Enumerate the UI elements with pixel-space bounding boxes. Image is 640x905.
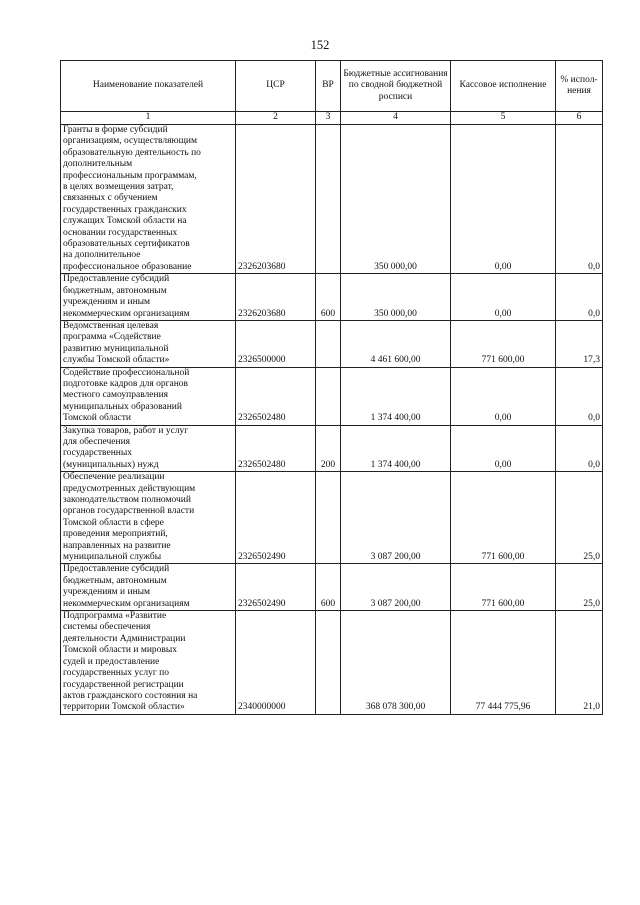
column-number: 3 [316,112,341,125]
header-name: Наименование показателей [61,61,236,112]
vr-code: 200 [316,425,341,472]
percent-execution: 0,0 [556,274,603,321]
cash-execution-amount: 0,00 [451,367,556,425]
vr-code [316,320,341,367]
table-row [61,611,603,715]
table-row [61,274,603,321]
cash-execution-amount: 0,00 [451,425,556,472]
allocation-amount: 368 078 300,00 [341,611,451,715]
percent-execution: 0,0 [556,425,603,472]
cash-execution-amount: 0,00 [451,125,556,274]
allocation-amount: 350 000,00 [341,125,451,274]
table-row [61,425,603,472]
percent-execution: 25,0 [556,564,603,611]
allocation-amount: 3 087 200,00 [341,564,451,611]
page-number: 152 [310,38,330,52]
header-percent-execution: % испол-нения [556,61,603,112]
column-number-row [61,112,603,125]
csr-code: 2326500000 [236,320,316,367]
csr-code: 2326502490 [236,564,316,611]
allocation-amount: 1 374 400,00 [341,367,451,425]
percent-execution: 0,0 [556,367,603,425]
indicator-name: Подпрограмма «Развитие системы обеспечения деятельности Администрации Томской области и мировых судей и предоставление государственных услуг по государственной регистрации актов гражданского состояния на территории Томской области» [61,611,236,715]
table-row [61,320,603,367]
csr-code: 2340000000 [236,611,316,715]
column-number: 5 [451,112,556,125]
cash-execution-amount: 0,00 [451,274,556,321]
indicator-name: Гранты в форме субсидий организациям, осуществляющим образовательную деятельность по дополнительным профессиональным программам, в целях возмещения затрат, связанных с обучением государственных гражданских служащих Томской области на основании государственных образовательных сертификатов на дополнительное профессиональное образование [61,125,236,274]
table-row [61,367,603,425]
indicator-name: Предоставление субсидий бюджетным, автономным учреждениям и иным некоммерческим организациям [61,564,236,611]
table-row [61,564,603,611]
vr-code [316,367,341,425]
column-number: 1 [61,112,236,125]
percent-execution: 17,3 [556,320,603,367]
table-row [61,472,603,564]
vr-code [316,611,341,715]
percent-execution: 21,0 [556,611,603,715]
percent-execution: 25,0 [556,472,603,564]
csr-code: 2326203680 [236,274,316,321]
header-cash-execution: Кассовое исполнение [451,61,556,112]
vr-code: 600 [316,274,341,321]
header-vr: ВР [316,61,341,112]
vr-code: 600 [316,564,341,611]
csr-code: 2326502480 [236,367,316,425]
allocation-amount: 3 087 200,00 [341,472,451,564]
allocation-amount: 1 374 400,00 [341,425,451,472]
budget-execution-table [60,60,603,715]
allocation-amount: 4 461 600,00 [341,320,451,367]
cash-execution-amount: 771 600,00 [451,472,556,564]
csr-code: 2326502480 [236,425,316,472]
cash-execution-amount: 771 600,00 [451,320,556,367]
column-number: 2 [236,112,316,125]
column-number: 6 [556,112,603,125]
column-number: 4 [341,112,451,125]
indicator-name: Ведомственная целевая программа «Содействие развитию муниципальной службы Томской области» [61,320,236,367]
indicator-name: Содействие профессиональной подготовке кадров для органов местного самоуправления муниципальных образований Томской области [61,367,236,425]
percent-execution: 0,0 [556,125,603,274]
allocation-amount: 350 000,00 [341,274,451,321]
indicator-name: Предоставление субсидий бюджетным, автономным учреждениям и иным некоммерческим организациям [61,274,236,321]
header-allocations: Бюджетные ассигнования по сводной бюджетной росписи [341,61,451,112]
cash-execution-amount: 77 444 775,96 [451,611,556,715]
table-row [61,125,603,274]
csr-code: 2326203680 [236,125,316,274]
csr-code: 2326502490 [236,472,316,564]
indicator-name: Закупка товаров, работ и услуг для обеспечения государственных (муниципальных) нужд [61,425,236,472]
indicator-name: Обеспечение реализации предусмотренных действующим законодательством полномочий органов государственной власти Томской области в сфере проведения мероприятий, направленных на развитие муниципальной службы [61,472,236,564]
vr-code [316,125,341,274]
header-csr: ЦСР [236,61,316,112]
cash-execution-amount: 771 600,00 [451,564,556,611]
header-row [61,61,603,112]
vr-code [316,472,341,564]
